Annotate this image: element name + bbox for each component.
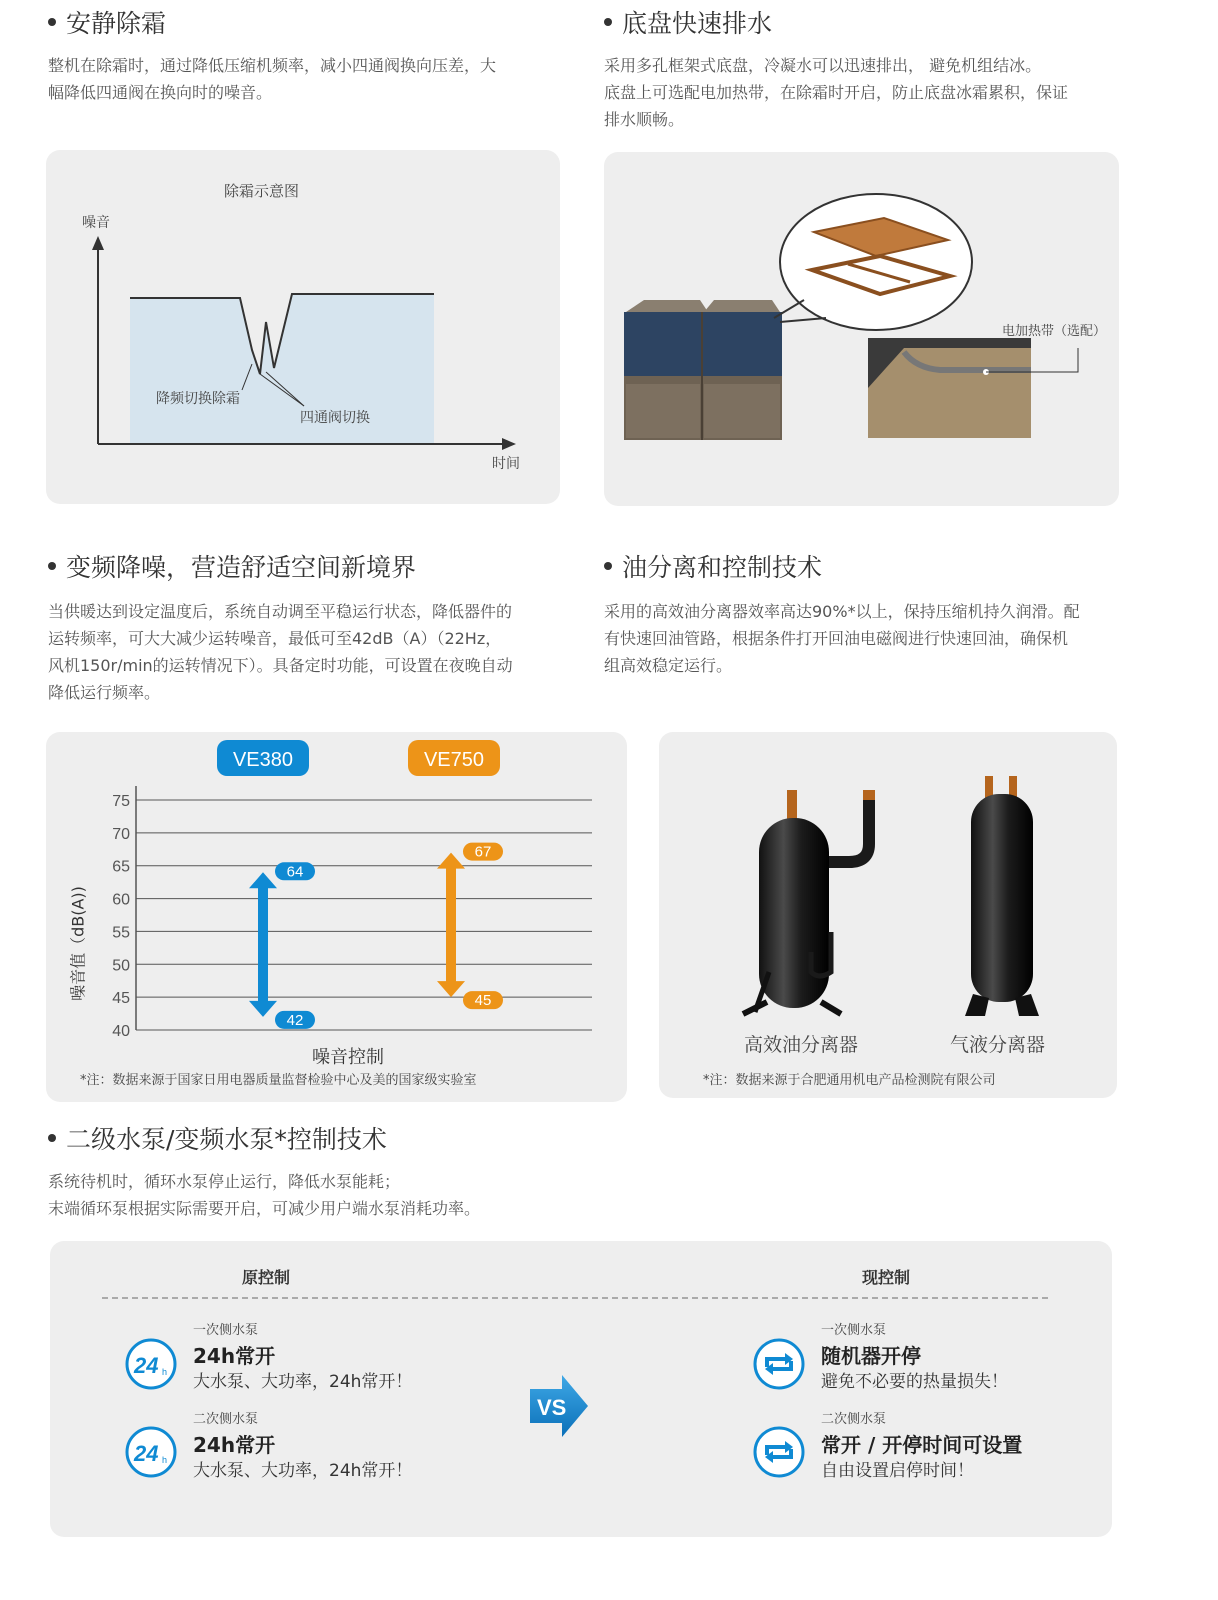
defrost-diagram-panel — [46, 150, 560, 504]
defrost-diagram — [46, 150, 560, 504]
y-tick-label: 40 — [112, 1023, 130, 1040]
header-divider — [102, 1297, 1048, 1299]
max-value-label: 67 — [474, 843, 492, 861]
secondary-pump-desc: 自由设置启停时间！ — [821, 1461, 974, 1481]
section-title-inverter — [48, 548, 416, 584]
heater-belt-callout: 电加热带（选配） — [1002, 324, 1107, 339]
original-control-header: 原控制 — [242, 1268, 291, 1287]
text-line: 当供暖达到设定温度后，系统自动调至平稳运行状态，降低器件的 — [48, 602, 513, 621]
cycle-icon — [752, 1425, 806, 1479]
text-line: 组高效稳定运行。 — [604, 656, 733, 675]
range-arrow-up — [437, 853, 465, 869]
clock-24h-icon — [124, 1425, 178, 1479]
primary-pump-desc: 避免不必要的热量损失！ — [821, 1372, 1008, 1392]
diagram-x-label: 时间 — [492, 456, 520, 472]
text-line: 末端循环泵根据实际需要开启，可减少用户端水泵消耗功率。 — [48, 1199, 481, 1218]
label-valve-switch: 四通阀切换 — [300, 410, 370, 426]
min-value-label: 42 — [286, 1011, 304, 1029]
secondary-pump-label: 二次侧水泵 — [821, 1412, 887, 1427]
inverter-description — [48, 598, 513, 706]
heat-pump-unit — [624, 300, 782, 440]
label-freq-defrost: 降频切换除霜 — [156, 391, 240, 407]
zoom-bubble — [780, 194, 972, 330]
section-title-text: 底盘快速排水 — [622, 9, 773, 38]
section-title-text: 变频降噪，营造舒适空间新境界 — [66, 553, 417, 582]
y-tick-label: 65 — [112, 858, 130, 876]
range-arrow-up — [249, 872, 277, 888]
bullet-icon — [604, 562, 612, 570]
section-title-drain — [604, 4, 772, 40]
chart-y-label: 噪音值（dB(A)) — [68, 886, 88, 1001]
y-tick-label: 45 — [112, 990, 130, 1008]
max-value-label: 64 — [286, 863, 304, 881]
bullet-icon — [48, 562, 56, 570]
secondary-pump-status: 常开 / 开停时间可设置 — [821, 1433, 1023, 1457]
min-value-label: 45 — [474, 992, 492, 1010]
text-line: 排水顺畅。 — [604, 110, 685, 129]
svg-text:h: h — [162, 1367, 168, 1377]
pump-description — [48, 1168, 480, 1222]
text-line: 底盘上可选配电加热带，在除霜时开启，防止底盘冰霜累积，保证 — [604, 83, 1069, 102]
y-tick-label: 55 — [112, 924, 130, 942]
clock-24h-icon — [124, 1337, 178, 1391]
defrost-description — [48, 52, 496, 106]
svg-text:24: 24 — [134, 1441, 159, 1466]
y-tick-label: 50 — [112, 957, 130, 975]
y-tick-label: 60 — [112, 891, 130, 909]
range-bar — [446, 867, 456, 984]
bullet-icon — [48, 18, 56, 26]
secondary-pump-label: 二次侧水泵 — [193, 1412, 259, 1427]
svg-text:24: 24 — [134, 1353, 159, 1378]
chart-note: *注：数据来源于国家日用电器质量监督检验中心及美的国家级实验室 — [80, 1073, 477, 1088]
section-title-text: 安静除霜 — [66, 9, 167, 38]
oil-separator-icon — [743, 790, 875, 1014]
section-title-defrost — [48, 4, 166, 40]
svg-text:h: h — [162, 1455, 168, 1465]
text-line: 运转频率，可大大减少运转噪音，最低可至42dB（A）（22Hz， — [48, 629, 502, 648]
gas-liquid-separator-label: 气液分离器 — [950, 1034, 1046, 1056]
chart-y-label-wrap — [40, 882, 110, 1002]
diagram-title: 除霜示意图 — [224, 182, 300, 200]
x-axis-arrow-icon — [502, 438, 516, 450]
text-line: 幅降低四通阀在换向时的噪音。 — [48, 83, 273, 102]
gas-liquid-separator-icon — [965, 776, 1039, 1016]
oil-description — [604, 598, 1080, 679]
drain-description — [604, 52, 1068, 133]
series-label: VE750 — [423, 749, 485, 771]
svg-text:VS: VS — [537, 1395, 567, 1420]
primary-pump-status: 随机器开停 — [821, 1344, 921, 1368]
text-line: 整机在除霜时，通过降低压缩机频率，减小四通阀换向压差，大 — [48, 56, 497, 75]
text-line: 采用的高效油分离器效率高达90%*以上，保持压缩机持久润滑。配 — [604, 602, 1080, 621]
chart-x-label: 噪音控制 — [312, 1047, 384, 1068]
series-label: VE380 — [232, 749, 294, 771]
section-title-text: 二级水泵/变频水泵*控制技术 — [66, 1125, 387, 1154]
primary-pump-label: 一次侧水泵 — [193, 1323, 259, 1338]
primary-pump-label: 一次侧水泵 — [821, 1323, 887, 1338]
primary-pump-status: 24h常开 — [193, 1344, 276, 1368]
range-arrow-down — [249, 1001, 277, 1017]
vs-arrow-icon — [528, 1373, 590, 1439]
text-line: 有快速回油管路，根据条件打开回油电磁阀进行快速回油，确保机 — [604, 629, 1069, 648]
secondary-pump-status: 24h常开 — [193, 1433, 276, 1457]
y-axis-arrow-icon — [92, 236, 104, 250]
text-line: 采用多孔框架式底盘，冷凝水可以迅速排出， 避免机组结冰。 — [604, 56, 1042, 75]
cycle-icon — [752, 1337, 806, 1391]
section-title-pump — [48, 1120, 387, 1156]
y-tick-label: 75 — [112, 793, 130, 810]
noise-area — [130, 294, 434, 443]
bullet-icon — [604, 18, 612, 26]
range-bar — [258, 886, 268, 1003]
y-tick-label: 70 — [112, 825, 130, 843]
noise-chart-panel — [46, 732, 627, 1102]
primary-pump-desc: 大水泵、大功率，24h常开！ — [193, 1372, 413, 1392]
bullet-icon — [48, 1134, 56, 1142]
new-control-header: 现控制 — [862, 1268, 911, 1287]
section-title-oil — [604, 548, 822, 584]
separator-illustration — [659, 732, 1117, 1098]
text-line: 风机150r/min的运转情况下）。具备定时功能，可设置在夜晚自动 — [48, 656, 513, 675]
pump-control-panel — [50, 1241, 1112, 1537]
separator-note: *注：数据来源于合肥通用机电产品检测院有限公司 — [703, 1073, 996, 1088]
drain-image-panel — [604, 152, 1119, 506]
separator-image-panel — [659, 732, 1117, 1098]
section-title-text: 油分离和控制技术 — [622, 553, 823, 582]
secondary-pump-desc: 大水泵、大功率，24h常开！ — [193, 1461, 413, 1481]
text-line: 降低运行频率。 — [48, 683, 161, 702]
diagram-y-label: 噪音 — [82, 215, 110, 231]
text-line: 系统待机时，循环水泵停止运行，降低水泵能耗； — [48, 1172, 401, 1191]
range-arrow-down — [437, 981, 465, 997]
oil-separator-label: 高效油分离器 — [744, 1034, 859, 1056]
